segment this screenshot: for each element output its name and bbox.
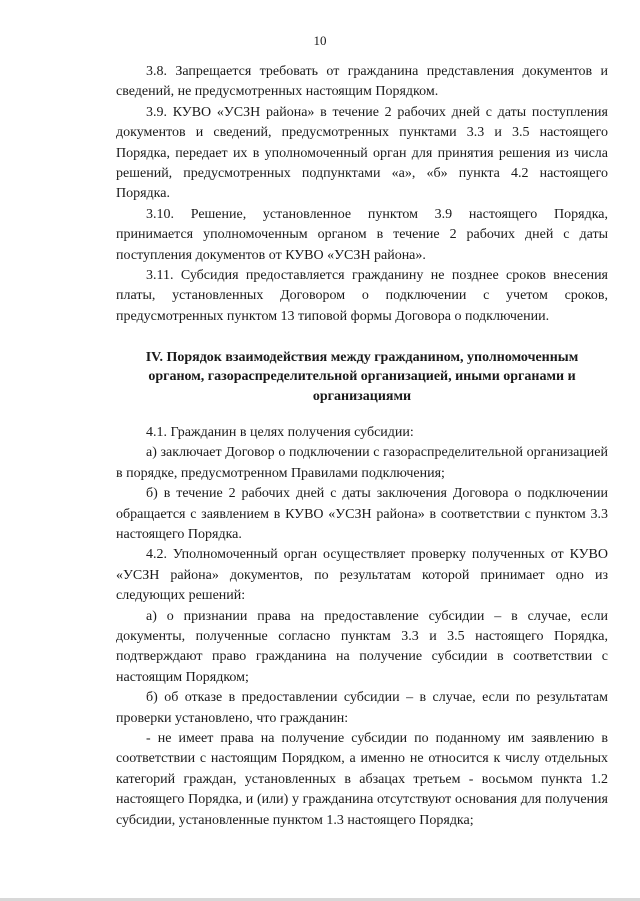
paragraph-3-11: 3.11. Субсидия предоставляется гражданину не позднее сроков внесения платы, установленных Договором о подключении с учетом сроков, предусмотренных пунктом 13 типовой формы Договора о подключении. (116, 268, 608, 324)
page-number: 10 (313, 33, 327, 48)
paragraph-4-2-b: б) об отказе в предоставлении субсидии – в случае, если по результатам проверки установлено, что гражданин: (116, 690, 608, 726)
paragraph-4-2-a: а) о признании права на предоставление субсидии – в случае, если документы, полученные согласно пунктам 3.3 и 3.5 настоящего Порядка, подтверждают право гражданина на получение субсидии в соответствии с настоящим Порядком; (116, 608, 608, 685)
paragraph-4-1-a: а) заключает Договор о подключении с газораспределительной организацией в порядке, предусмотренном Правилами подключения; (116, 445, 608, 481)
paragraph-4-2-b-dash: - не имеет права на получение субсидии по поданному им заявлению в соответствии с настоящим Порядком, а именно не относится к числу отдельных категорий граждан, установленных в абзацах третьем - восьмом пункта 1.2 настоящего Порядка, и (или) у гражданина отсутствуют основания для получения субсидии, установленные пунктом 1.3 настоящего Порядка; (116, 730, 608, 828)
paragraph-4-2: 4.2. Уполномоченный орган осуществляет проверку полученных от КУВО «УСЗН района» документов, по результатам которой принимает одно из следующих решений: (116, 547, 608, 604)
document-body (116, 62, 608, 831)
paragraph-4-1: 4.1. Гражданин в целях получения субсидии: (146, 424, 414, 440)
paragraph-3-9: 3.9. КУВО «УСЗН района» в течение 2 рабочих дней с даты поступления документов и сведений, предусмотренных пунктами 3.3 и 3.5 настоящего Порядка, передает их в уполномоченный орган для принятия решения из числа решений, предусмотренных подпунктами «а», «б» пункта 4.2 настоящего Порядка. (116, 104, 608, 202)
paragraph-4-1-b: б) в течение 2 рабочих дней с даты заключения Договора о подключении обращается с заявлением в КУВО «УСЗН района» в соответствии с пунктом 3.3 настоящего Порядка. (116, 486, 608, 542)
paragraph-3-8: 3.8. Запрещается требовать от гражданина представления документов и сведений, не предусмотренных настоящим Порядком. (116, 64, 608, 100)
section-4-heading: IV. Порядок взаимодействия между гражданином, уполномоченным органом, газораспределительной организацией, иными органами и организациями (145, 350, 579, 404)
paragraph-3-10: 3.10. Решение, установленное пунктом 3.9 настоящего Порядка, принимается уполномоченным органом в течение 2 рабочих дней с даты поступления документов от КУВО «УСЗН района». (116, 206, 608, 263)
